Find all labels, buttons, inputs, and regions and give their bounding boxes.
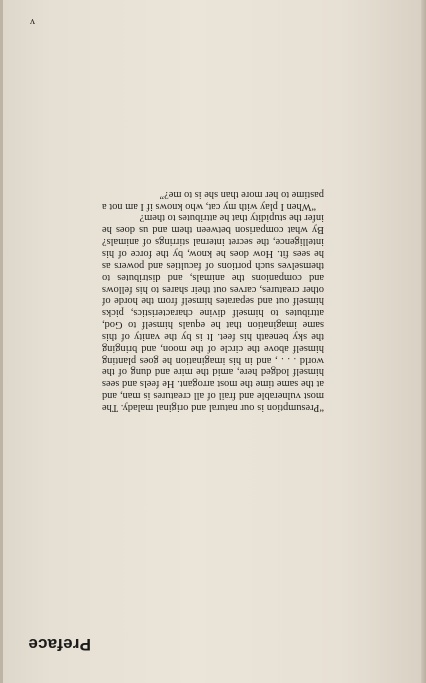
preface-quote xyxy=(102,188,324,413)
page-number: v xyxy=(30,16,35,27)
page-title: Preface xyxy=(28,635,91,654)
quote-paragraph-2: “When I play with my cat, who knows if I am not a pastime to her more than she is to me?” xyxy=(102,188,324,212)
quote-paragraph-1: “Presumption is our natural and original malady. The most vulnerable and frail of all creatures is man, and at the same time the most arrogant. He feels and sees himself lodged here, amid the mire and dung of the world . . . , and in his imagination he goes planting himself above the circle of the moon, and bringing the sky beneath his feet. It is by the vanity of this same imagination that he equals himself to God, attributes to himself divine characteristics, picks himself out and separates himself from the horde of other creatures, carves out their shares to his fellows and companions the animals, and distributes to themselves such portions of faculties and powers as he sees fit. How does he know, by the force of his intelligence, the secret internal stirrings of animals? By what comparison between them and us does he infer the stupidity that he attributes to them? xyxy=(102,212,324,413)
